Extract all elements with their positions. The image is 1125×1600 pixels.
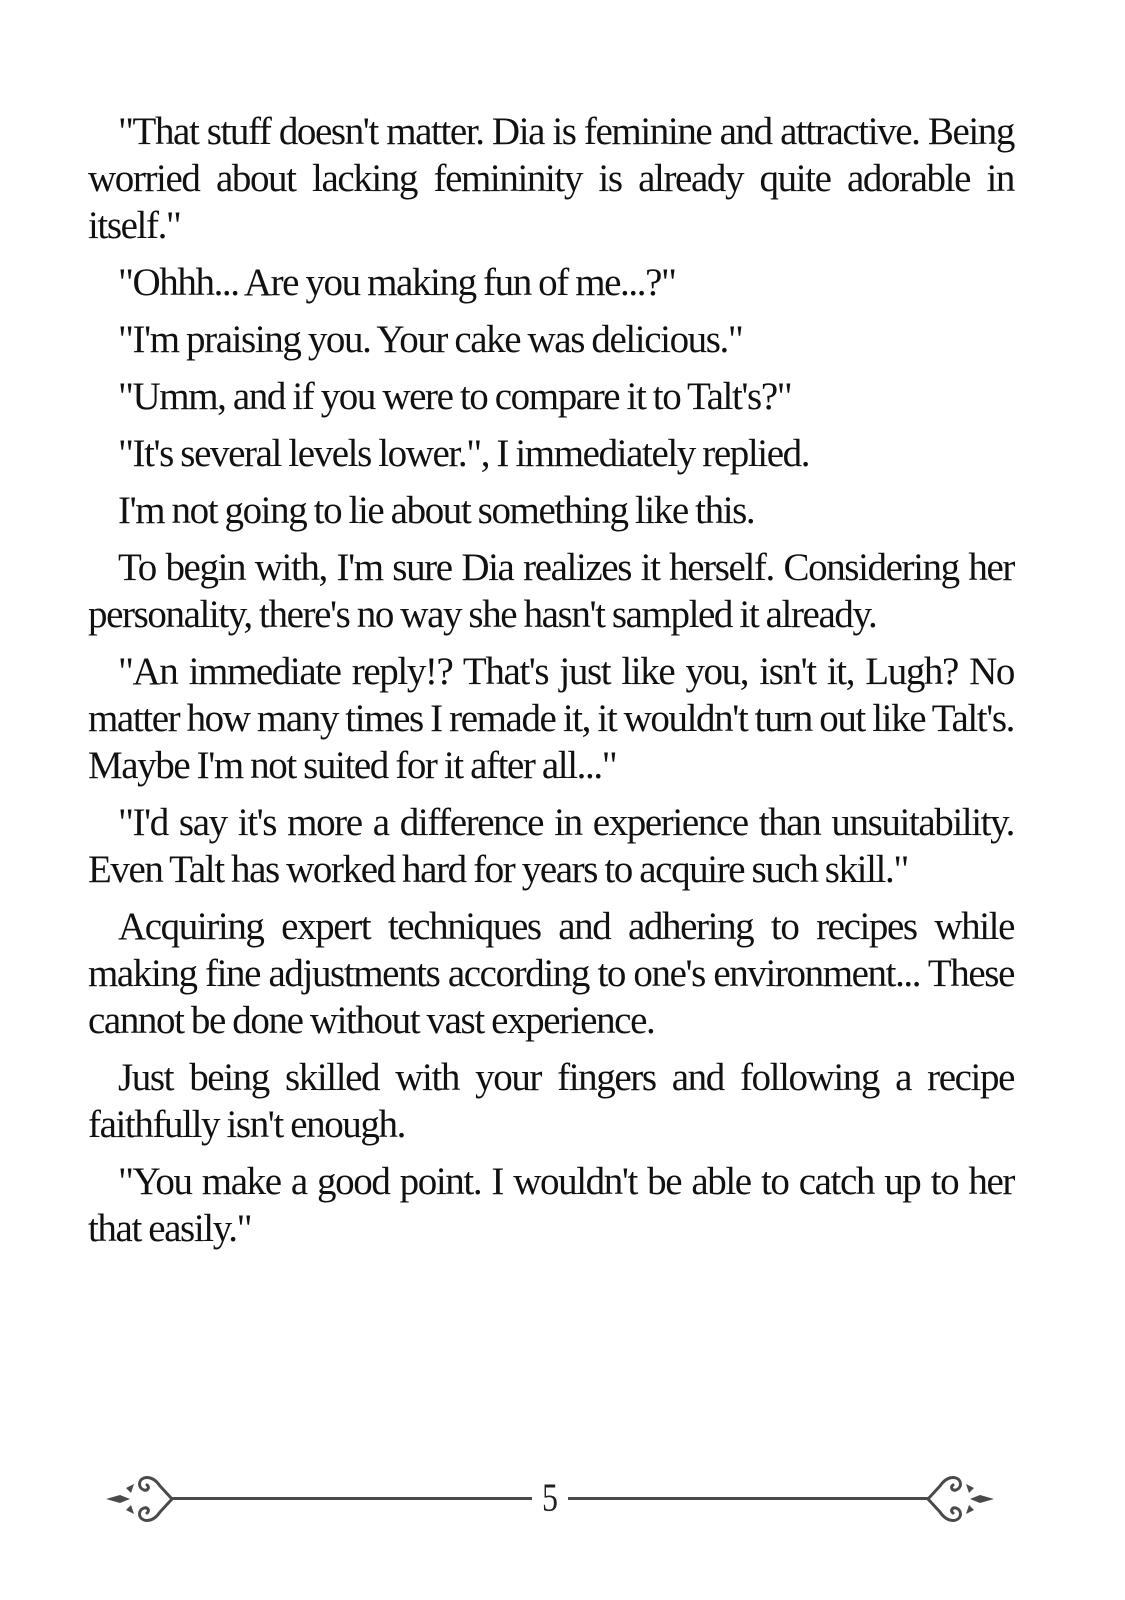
paragraph: To begin with, I'm sure Dia realizes it herself. Considering her personality, there's no way she hasn't sampled it already.: [88, 546, 1014, 636]
paragraph: "You make a good point. I wouldn't be able to catch up to her that easily.": [88, 1160, 1014, 1250]
scroll-flourish-icon: [100, 1466, 180, 1532]
scroll-flourish-icon: [920, 1466, 1000, 1532]
paragraph: Just being skilled with your fingers and following a recipe faithfully isn't enough.: [88, 1056, 1014, 1146]
page-body: [88, 108, 1014, 1262]
paragraph: "That stuff doesn't matter. Dia is feminine and attractive. Being worried about lacking femininity is already quite adorable in itself.": [88, 110, 1014, 247]
paragraph: Acquiring expert techniques and adhering to recipes while making fine adjustments according to one's environment... These cannot be done without vast experience.: [88, 905, 1014, 1042]
paragraph: "I'm praising you. Your cake was delicious.": [118, 318, 743, 361]
page-footer: [100, 1466, 1000, 1536]
paragraph: "Ohhh... Are you making fun of me...?": [118, 261, 676, 304]
paragraph: I'm not going to lie about something like this.: [118, 489, 755, 532]
paragraph: "Umm, and if you were to compare it to Talt's?": [118, 375, 792, 418]
paragraph: "It's several levels lower.", I immediately replied.: [118, 432, 810, 475]
paragraph: "I'd say it's more a difference in experience than unsuitability. Even Talt has worked hard for years to acquire such skill.": [88, 801, 1014, 891]
page-number: 5: [542, 1475, 558, 1520]
footer-rule-right: [568, 1497, 928, 1500]
paragraph: "An immediate reply!? That's just like you, isn't it, Lugh? No matter how many times I remade it, it wouldn't turn out like Talt's. Maybe I'm not suited for it after all...": [88, 650, 1014, 787]
footer-rule-left: [172, 1497, 532, 1500]
